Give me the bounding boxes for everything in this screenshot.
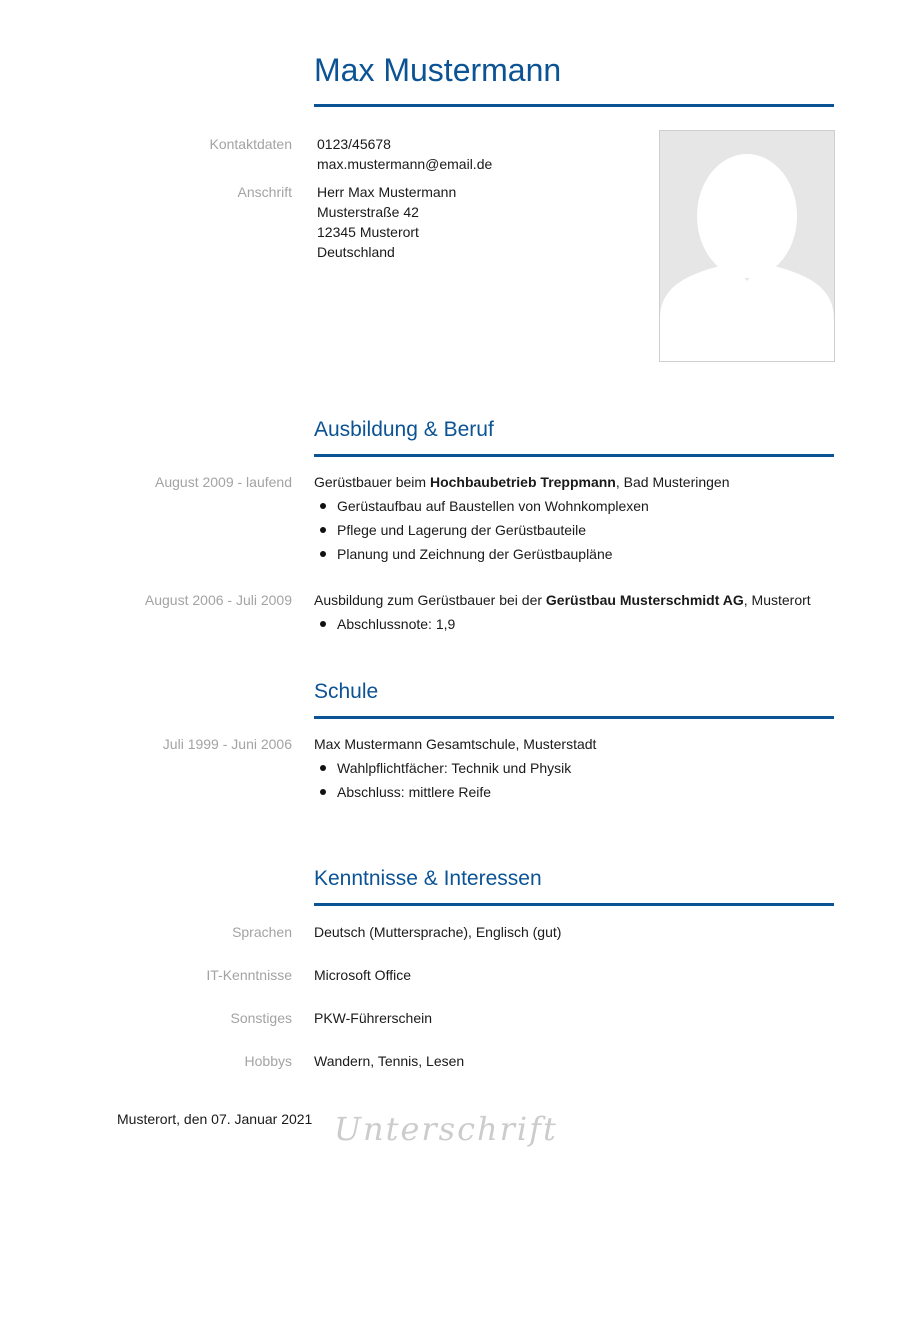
skills-divider xyxy=(314,903,834,906)
school-bullets xyxy=(314,756,834,804)
career-date: August 2009 - laufend xyxy=(155,474,292,490)
place-and-date: Musterort, den 07. Januar 2021 xyxy=(117,1111,313,1127)
entry-location: , Bad Musteringen xyxy=(615,474,730,490)
signature: Unterschrift xyxy=(334,1110,558,1148)
section-heading-career: Ausbildung & Beruf xyxy=(314,418,494,441)
skill-value: Microsoft Office xyxy=(314,967,411,983)
career-bullets xyxy=(314,612,834,636)
skill-value: Deutsch (Muttersprache), Englisch (gut) xyxy=(314,924,562,940)
employer-name: Hochbaubetrieb Treppmann xyxy=(429,474,616,490)
address-label: Anschrift xyxy=(237,184,292,200)
entry-prefix: Gerüstbauer beim xyxy=(314,474,430,490)
entry-prefix: Ausbildung zum Gerüstbauer bei der xyxy=(314,592,546,608)
school-entry-title: Max Mustermann Gesamtschule, Musterstadt xyxy=(314,736,597,752)
career-entry xyxy=(314,588,834,636)
avatar-placeholder-icon xyxy=(660,131,834,361)
list-item: Wahlpflichtfächer: Technik und Physik xyxy=(314,756,834,780)
skill-label: IT-Kenntnisse xyxy=(206,967,292,983)
school-entry xyxy=(314,732,834,804)
phone-number: 0123/45678 xyxy=(317,136,391,152)
address-line: Herr Max Mustermann xyxy=(317,184,457,200)
skill-value: Wandern, Tennis, Lesen xyxy=(314,1053,465,1069)
profile-photo xyxy=(659,130,835,362)
employer-name: Gerüstbau Musterschmidt AG xyxy=(545,592,744,608)
career-date: August 2006 - Juli 2009 xyxy=(144,592,292,608)
school-divider xyxy=(314,716,834,719)
career-entry xyxy=(314,470,834,566)
section-heading-skills: Kenntnisse & Interessen xyxy=(314,867,542,890)
list-item: Planung und Zeichnung der Gerüstbaupläne xyxy=(314,542,834,566)
skill-label: Sprachen xyxy=(232,924,292,940)
page-title: Max Mustermann xyxy=(314,52,562,88)
school-date: Juli 1999 - Juni 2006 xyxy=(162,736,292,752)
career-entry-title xyxy=(314,470,834,494)
address-block xyxy=(317,182,456,262)
skill-label: Sonstiges xyxy=(230,1010,292,1026)
contact-label: Kontaktdaten xyxy=(209,136,292,152)
list-item: Gerüstaufbau auf Baustellen von Wohnkomplexen xyxy=(314,494,834,518)
list-item: Abschlussnote: 1,9 xyxy=(314,612,834,636)
contact-block xyxy=(317,134,492,174)
skill-label: Hobbys xyxy=(244,1053,292,1069)
list-item: Pflege und Lagerung der Gerüstbauteile xyxy=(314,518,834,542)
career-divider xyxy=(314,454,834,457)
address-line: 12345 Musterort xyxy=(317,224,419,240)
career-entry-title xyxy=(314,588,834,612)
address-line: Deutschland xyxy=(317,244,395,260)
career-bullets xyxy=(314,494,834,566)
entry-location: , Musterort xyxy=(743,592,811,608)
section-heading-school: Schule xyxy=(314,680,379,703)
email-address: max.mustermann@email.de xyxy=(317,156,493,172)
address-line: Musterstraße 42 xyxy=(317,204,419,220)
title-divider xyxy=(314,104,834,107)
list-item: Abschluss: mittlere Reife xyxy=(314,780,834,804)
skill-value: PKW-Führerschein xyxy=(314,1010,433,1026)
